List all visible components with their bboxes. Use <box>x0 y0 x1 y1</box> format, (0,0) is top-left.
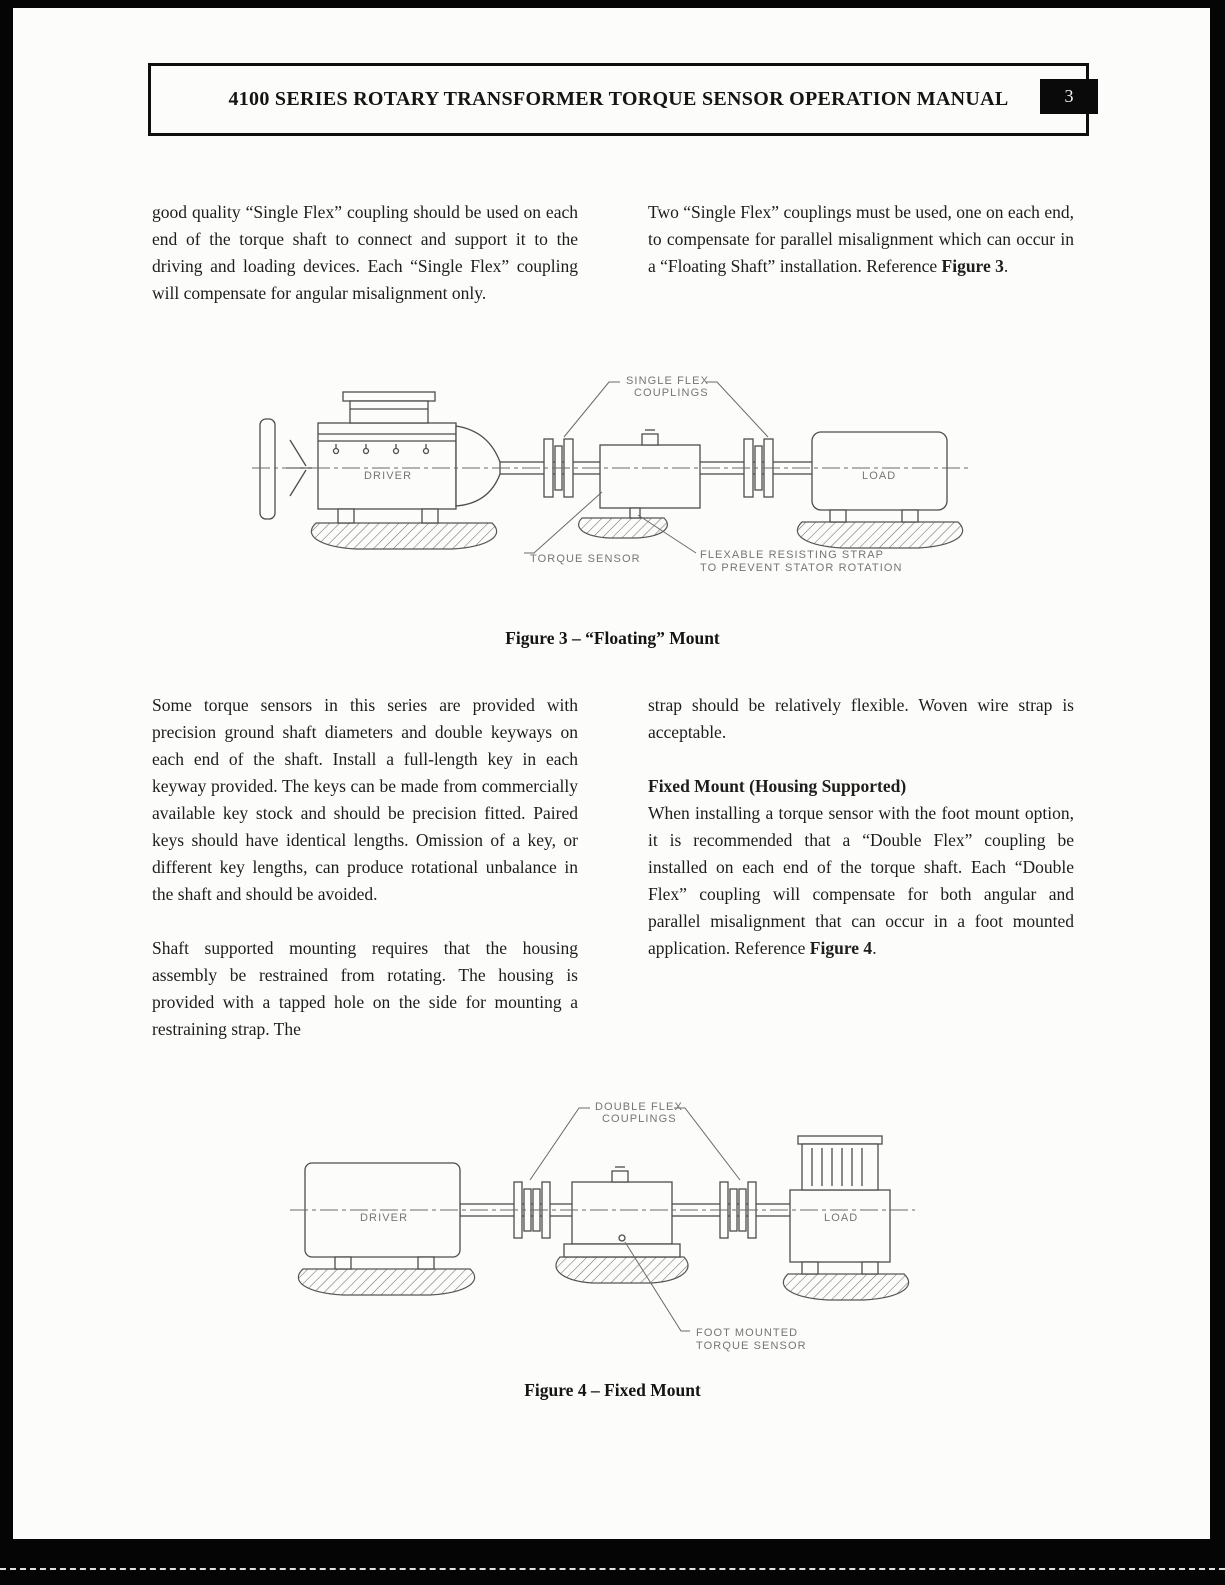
sensor-foundation-hatch <box>556 1257 688 1283</box>
body-right-period: . <box>872 938 877 958</box>
load-machine <box>790 1136 890 1274</box>
body-right-paragraph-2 <box>648 800 1074 962</box>
fig4-coupling-label-line1: DOUBLE FLEX <box>595 1101 683 1113</box>
header-box <box>148 63 1089 136</box>
sensor-foundation-hatch <box>579 518 668 538</box>
fig3-coupling-label-line1: SINGLE FLEX <box>626 375 710 387</box>
body-left-column <box>152 692 578 1043</box>
body-left-paragraph-1: Some torque sensors in this series are provided with precision ground shaft diameters and double keyways on each end of the shaft. Install a full-length key in each keyway provided. The keys can be made from commercially available key stock and should be precision fitted. Paired keys should have identical lengths. Omission of a key, or different key lengths, can produce rotational unbalance in the shaft and should be avoided. <box>152 695 578 904</box>
figure3-reference: Figure 3 <box>941 256 1004 276</box>
page-title: 4100 SERIES ROTARY TRANSFORMER TORQUE SENSOR OPERATION MANUAL <box>228 88 1009 110</box>
body-right-column <box>648 692 1074 1043</box>
driver-machine <box>260 392 500 523</box>
body-left-paragraph-2: Shaft supported mounting requires that the housing assembly be restrained from rotating. The housing is provided with a tapped hole on the side for mounting a restraining strap. The <box>152 938 578 1039</box>
scan-edge-bottom <box>0 1539 1225 1585</box>
body-columns <box>152 692 1074 1043</box>
fig4-driver-label: DRIVER <box>360 1212 409 1224</box>
resisting-strap <box>630 508 640 518</box>
fig3-sensor-label: TORQUE SENSOR <box>530 553 641 565</box>
intro-right-period: . <box>1003 256 1009 276</box>
fig4-sensor-label-line2: TORQUE SENSOR <box>696 1340 807 1352</box>
intro-left-paragraph: good quality “Single Flex” coupling should be used on each end of the torque shaft to connect and support it to the driving and loading devices. Each “Single Flex” coupling will compensate for angular misalignment only. <box>152 202 578 303</box>
body-right-text: When installing a torque sensor with the foot mount option, it is recommended that a “Double Flex” coupling be installed on each end of the torque shaft. Each “Double Flex” coupling will compensate for both angular and parallel misalignment that can occur in a foot mounted application. Reference <box>648 803 1074 958</box>
fig3-coupling-label-line2: COUPLINGS <box>634 387 709 399</box>
figure4-diagram <box>140 1090 1100 1380</box>
body-right-paragraph-1: strap should be relatively flexible. Woven wire strap is acceptable. <box>648 695 1074 742</box>
intro-right-text: Two “Single Flex” couplings must be used, one on each end, to compensate for parallel misalignment which can occur in a “Floating Shaft” installation. Reference <box>648 202 1074 276</box>
driver-foundation-hatch <box>298 1269 474 1295</box>
load-foundation-hatch <box>783 1274 908 1300</box>
figure4-caption: Figure 4 – Fixed Mount <box>524 1380 701 1400</box>
foot-mounted-torque-sensor <box>564 1167 680 1257</box>
driver-foundation-hatch <box>311 523 496 549</box>
figure3-caption: Figure 3 – “Floating” Mount <box>505 628 720 648</box>
fig4-coupling-label-line2: COUPLINGS <box>602 1113 677 1125</box>
scan-edge-top <box>0 0 1225 8</box>
load-foundation-hatch <box>797 522 962 548</box>
torque-sensor-body <box>600 430 700 508</box>
scan-edge-right <box>1210 0 1225 1585</box>
page-number-badge: 3 <box>1040 79 1098 114</box>
scan-edge-left <box>0 0 13 1585</box>
fig3-driver-label: DRIVER <box>364 470 413 482</box>
intro-left-column <box>152 199 578 307</box>
fig4-sensor-label-line1: FOOT MOUNTED <box>696 1327 799 1339</box>
fixed-mount-heading: Fixed Mount (Housing Supported) <box>648 776 907 796</box>
intro-right-column <box>648 199 1074 307</box>
fig3-strap-label-line1: FLEXABLE RESISTING STRAP <box>700 549 885 561</box>
intro-columns <box>152 199 1074 307</box>
scan-bottom-dashed-line <box>0 1568 1225 1570</box>
fig3-load-label: LOAD <box>862 470 897 482</box>
intro-right-paragraph <box>648 199 1074 280</box>
fig4-load-label: LOAD <box>824 1212 859 1224</box>
figure3-diagram <box>140 366 1100 606</box>
figure4-reference: Figure 4 <box>809 938 873 958</box>
fig3-strap-label-line2: TO PREVENT STATOR ROTATION <box>700 562 903 574</box>
